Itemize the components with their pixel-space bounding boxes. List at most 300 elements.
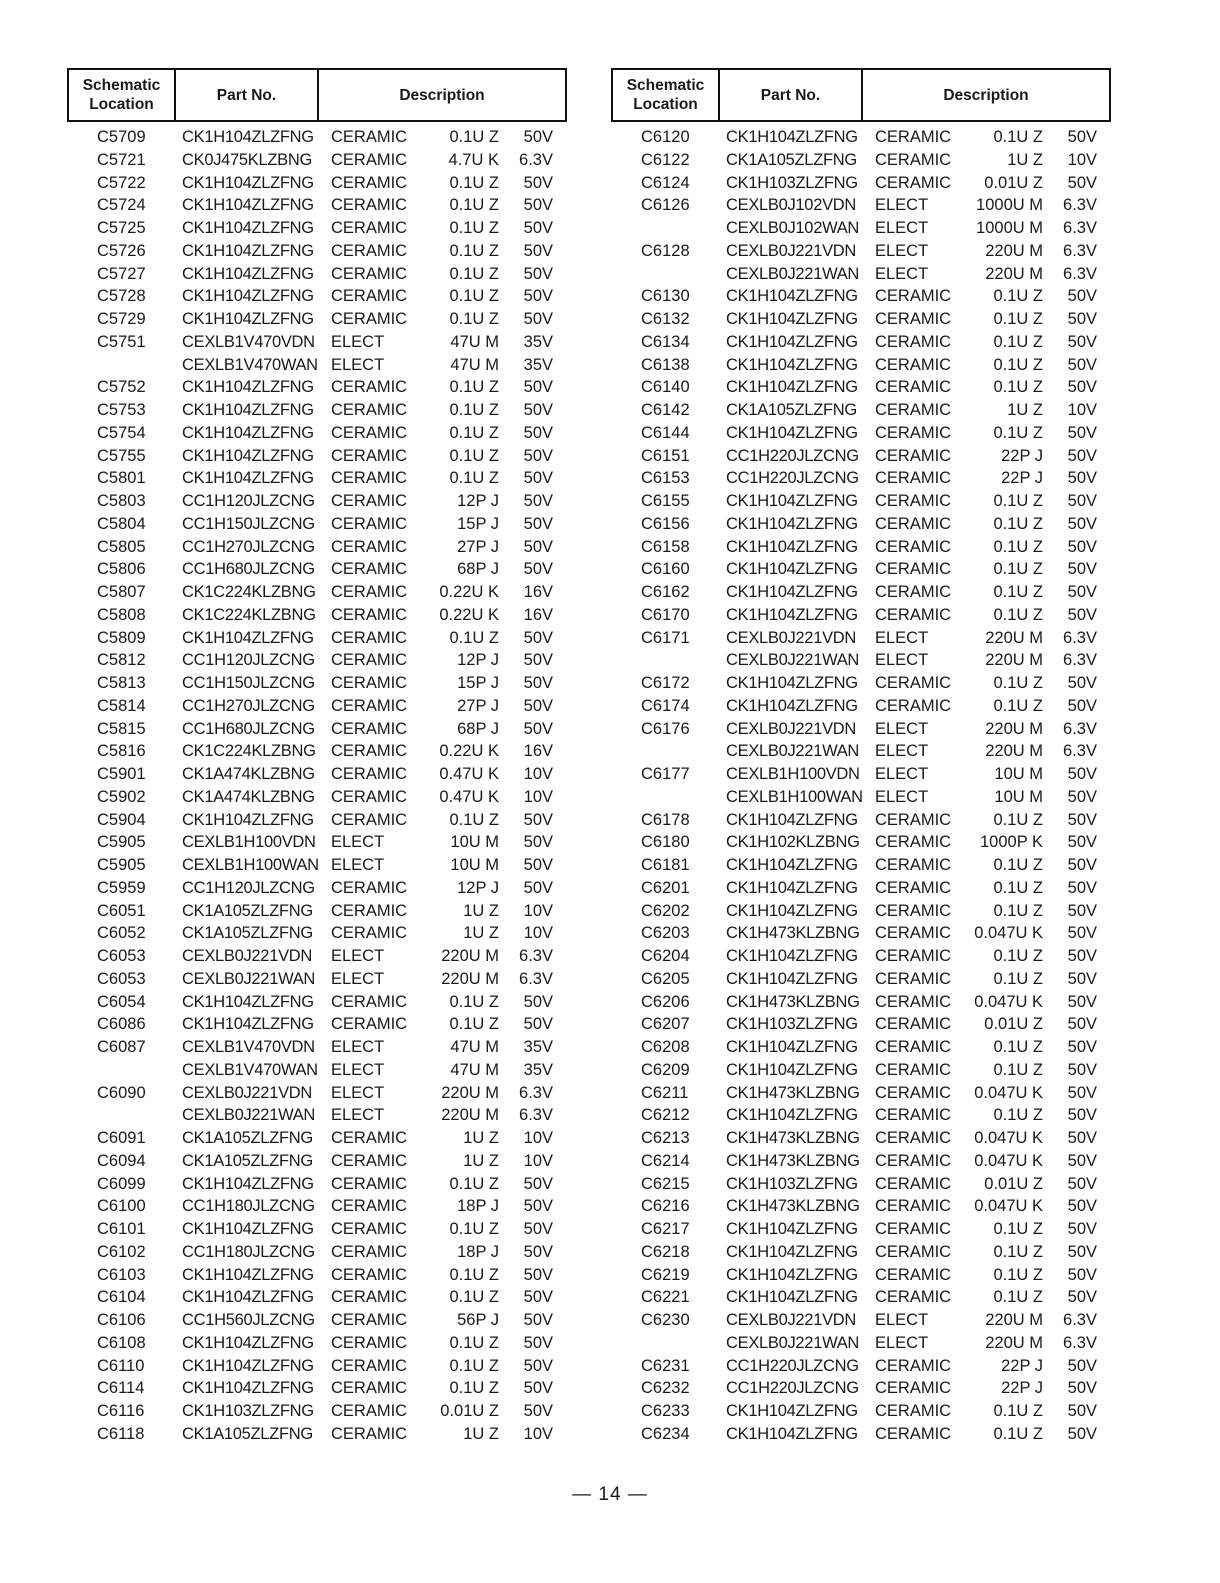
part-number: CEXLB1V470VDN (182, 1038, 315, 1056)
table-row (67, 672, 567, 695)
voltage: 50V (523, 719, 553, 738)
value: 0.1U Z (993, 1242, 1043, 1261)
schematic-location: C5803 (97, 492, 146, 510)
schematic-location: C5816 (97, 742, 146, 761)
table-row (611, 831, 1111, 854)
type: CERAMIC (331, 742, 408, 761)
schematic-location: C6215 (641, 1174, 690, 1193)
type: CERAMIC (875, 469, 952, 488)
part-number: CC1H180JLZCNG (182, 1242, 315, 1261)
schematic-location: C6103 (97, 1265, 146, 1284)
voltage: 50V (1067, 469, 1097, 488)
type: CERAMIC (875, 1151, 952, 1170)
type: CERAMIC (875, 605, 952, 624)
schematic-location: C5902 (97, 787, 146, 806)
part-number: CK1H104ZLZFNG (182, 264, 314, 283)
table-row (67, 467, 567, 490)
table-row (67, 558, 567, 581)
table-row (67, 854, 567, 877)
voltage: 50V (523, 401, 553, 419)
part-number: CK1H104ZLZFNG (182, 401, 314, 419)
value: 47U M (450, 1060, 499, 1079)
voltage: 6.3V (519, 1083, 553, 1102)
value: 0.1U Z (449, 128, 499, 146)
voltage: 10V (1067, 401, 1097, 419)
header-schematic-location (613, 70, 720, 120)
value: 0.1U Z (993, 537, 1043, 556)
part-number: CK1H104ZLZFNG (726, 537, 858, 556)
schematic-location: C5807 (97, 583, 146, 601)
type: CERAMIC (331, 150, 408, 169)
schematic-location: C5729 (97, 310, 146, 328)
schematic-location: C6205 (641, 969, 690, 988)
table-row (67, 1195, 567, 1218)
schematic-location: C5725 (97, 219, 146, 237)
part-number: CK1H104ZLZFNG (726, 901, 858, 920)
value: 220U M (985, 651, 1043, 670)
part-number: CEXLB0J102VDN (726, 196, 857, 215)
type: CERAMIC (331, 219, 408, 237)
table-row (611, 786, 1111, 809)
voltage: 50V (1067, 423, 1097, 442)
value: 0.1U Z (993, 332, 1043, 351)
part-number: CK1H102KLZBNG (726, 833, 860, 852)
table-row (611, 240, 1111, 263)
table-row (67, 263, 567, 286)
voltage: 35V (523, 332, 553, 351)
type: CERAMIC (331, 1379, 408, 1398)
table-row (611, 513, 1111, 536)
part-number: CK1H104ZLZFNG (726, 947, 858, 965)
type: CERAMIC (875, 810, 952, 829)
value: 0.1U Z (449, 1015, 499, 1034)
voltage: 50V (523, 878, 553, 897)
schematic-location: C6233 (641, 1402, 690, 1420)
header-location-line2: Location (89, 96, 154, 113)
page-number: — 14 — (572, 1484, 648, 1505)
voltage: 50V (1067, 969, 1097, 988)
voltage: 6.3V (519, 969, 553, 988)
schematic-location: C5753 (97, 401, 146, 419)
table-row (67, 126, 567, 149)
table-row (611, 1355, 1111, 1378)
value: 0.1U Z (449, 810, 499, 829)
part-number: CEXLB0J221WAN (726, 742, 860, 761)
table-header (611, 68, 1111, 122)
value: 0.1U Z (993, 128, 1043, 146)
voltage: 35V (523, 355, 553, 374)
table-row (611, 1173, 1111, 1196)
value: 0.1U Z (449, 310, 499, 328)
schematic-location: C6124 (641, 173, 690, 192)
part-number: CK1A105ZLZFNG (726, 150, 857, 169)
value: 47U M (450, 1038, 499, 1056)
type: CERAMIC (331, 992, 408, 1011)
part-number: CC1H560JLZCNG (182, 1311, 315, 1329)
schematic-location: C6110 (97, 1356, 145, 1375)
schematic-location: C6162 (641, 583, 690, 601)
type: CERAMIC (331, 628, 408, 647)
value: 0.1U Z (449, 1220, 499, 1238)
voltage: 50V (1067, 901, 1097, 920)
voltage: 10V (523, 787, 553, 806)
part-number: CC1H120JLZCNG (182, 492, 315, 510)
value: 1U Z (1007, 401, 1043, 419)
voltage: 50V (1067, 1288, 1097, 1307)
schematic-location: C5751 (97, 332, 146, 351)
table-row (611, 740, 1111, 763)
part-number: CC1H120JLZCNG (182, 878, 315, 897)
type: CERAMIC (875, 901, 952, 920)
schematic-location: C6100 (97, 1197, 146, 1216)
type: CERAMIC (875, 537, 952, 556)
schematic-location: C5812 (97, 651, 146, 670)
value: 0.1U Z (993, 378, 1043, 397)
value: 0.1U Z (993, 355, 1043, 374)
table-row (67, 376, 567, 399)
type: CERAMIC (331, 924, 408, 943)
table-row (611, 627, 1111, 650)
table-row (611, 126, 1111, 149)
voltage: 50V (1067, 992, 1097, 1011)
table-row (67, 240, 567, 263)
part-number: CK1H104ZLZFNG (182, 446, 314, 465)
voltage: 50V (1067, 787, 1097, 806)
type: CERAMIC (875, 1356, 952, 1375)
type: ELECT (875, 196, 929, 215)
part-number: CK1H104ZLZFNG (726, 560, 858, 579)
value: 0.1U Z (993, 560, 1043, 579)
part-number: CK1H104ZLZFNG (182, 1356, 314, 1375)
type: CERAMIC (875, 492, 952, 510)
part-number: CEXLB1V470VDN (182, 332, 315, 351)
type: CERAMIC (331, 1174, 408, 1193)
part-number: CK1H104ZLZFNG (182, 378, 314, 397)
schematic-location: C5722 (97, 173, 146, 192)
voltage: 50V (1067, 378, 1097, 397)
value: 0.01U Z (984, 173, 1043, 192)
part-number: CEXLB0J221VDN (182, 947, 313, 965)
voltage: 50V (523, 1356, 553, 1375)
voltage: 50V (1067, 537, 1097, 556)
table-row (611, 968, 1111, 991)
table-row (67, 422, 567, 445)
voltage: 6.3V (1063, 1311, 1097, 1329)
part-number: CK1H104ZLZFNG (726, 1402, 858, 1420)
part-number: CK0J475KLZBNG (182, 150, 312, 169)
part-number: CK1H104ZLZFNG (182, 1015, 314, 1034)
part-number: CK1H104ZLZFNG (726, 287, 858, 306)
schematic-location: C6091 (97, 1129, 146, 1147)
part-number: CK1H104ZLZFNG (182, 310, 314, 328)
part-number: CK1C224KLZBNG (182, 583, 316, 601)
voltage: 50V (1067, 492, 1097, 510)
table-row (611, 1150, 1111, 1173)
type: CERAMIC (875, 1288, 952, 1307)
table-row (611, 672, 1111, 695)
table-row (611, 263, 1111, 286)
value: 0.1U Z (449, 401, 499, 419)
type: ELECT (331, 856, 385, 874)
value: 10U M (994, 787, 1043, 806)
voltage: 50V (1067, 1220, 1097, 1238)
part-number: CK1H104ZLZFNG (726, 969, 858, 988)
part-number: CK1H104ZLZFNG (182, 196, 314, 215)
part-number: CK1H104ZLZFNG (726, 696, 858, 715)
schematic-location: C6230 (641, 1311, 690, 1329)
table-row (67, 809, 567, 832)
value: 0.1U Z (449, 628, 499, 647)
schematic-location: C6217 (641, 1220, 690, 1238)
schematic-location: C6151 (641, 446, 690, 465)
value: 0.1U Z (449, 1333, 499, 1352)
voltage: 35V (523, 1060, 553, 1079)
schematic-location: C6231 (641, 1356, 690, 1375)
table-row (67, 1059, 567, 1082)
schematic-location: C6208 (641, 1038, 690, 1056)
voltage: 10V (523, 765, 553, 783)
type: CERAMIC (331, 1151, 408, 1170)
voltage: 6.3V (1063, 1333, 1097, 1352)
schematic-location: C6203 (641, 924, 690, 943)
type: CERAMIC (331, 1129, 408, 1147)
value: 1U Z (463, 901, 499, 920)
voltage: 50V (1067, 765, 1097, 783)
type: CERAMIC (331, 1402, 408, 1420)
voltage: 6.3V (1063, 241, 1097, 260)
table-row (611, 649, 1111, 672)
schematic-location: C6054 (97, 992, 146, 1011)
value: 0.1U Z (449, 1174, 499, 1193)
voltage: 50V (1067, 287, 1097, 306)
voltage: 50V (523, 1015, 553, 1034)
type: CERAMIC (875, 128, 952, 146)
table-row (67, 922, 567, 945)
type: CERAMIC (331, 1242, 408, 1261)
voltage: 35V (523, 1038, 553, 1056)
type: CERAMIC (331, 1356, 408, 1375)
voltage: 50V (523, 196, 553, 215)
voltage: 50V (1067, 514, 1097, 533)
part-number: CEXLB1H100VDN (182, 833, 316, 852)
part-number: CC1H680JLZCNG (182, 719, 315, 738)
type: CERAMIC (875, 310, 952, 328)
voltage: 50V (523, 628, 553, 647)
value: 220U M (441, 1106, 499, 1125)
part-number: CEXLB1H100WAN (726, 787, 863, 806)
table-row (611, 1036, 1111, 1059)
schematic-location: C6051 (97, 901, 146, 920)
type: CERAMIC (331, 241, 408, 260)
part-number: CK1H104ZLZFNG (182, 628, 314, 647)
table-body (611, 126, 1111, 1446)
schematic-location: C6212 (641, 1106, 690, 1125)
voltage: 50V (523, 264, 553, 283)
voltage: 6.3V (1063, 196, 1097, 215)
table-row (611, 445, 1111, 468)
type: CERAMIC (331, 401, 408, 419)
value: 47U M (450, 355, 499, 374)
part-number: CEXLB1V470WAN (182, 355, 318, 374)
voltage: 50V (1067, 674, 1097, 692)
value: 0.1U Z (993, 1060, 1043, 1079)
table-row (67, 1082, 567, 1105)
part-number: CEXLB0J221VDN (182, 1083, 313, 1102)
table-row (611, 1218, 1111, 1241)
value: 22P J (1001, 1356, 1043, 1375)
part-number: CK1A105ZLZFNG (182, 924, 313, 943)
value: 4.7U K (448, 150, 499, 169)
type: CERAMIC (331, 560, 408, 579)
parts-table-left (67, 68, 567, 1446)
voltage: 50V (523, 1311, 553, 1329)
schematic-location: C6120 (641, 128, 690, 146)
part-number: CK1H104ZLZFNG (182, 1379, 314, 1398)
schematic-location: C6118 (97, 1424, 145, 1443)
table-row (67, 1241, 567, 1264)
value: 0.1U Z (993, 947, 1043, 965)
table-row (611, 1013, 1111, 1036)
table-row (611, 217, 1111, 240)
schematic-location: C5904 (97, 810, 146, 829)
schematic-location: C6181 (641, 856, 690, 874)
type: CERAMIC (331, 378, 408, 397)
type: CERAMIC (331, 1333, 408, 1352)
voltage: 10V (523, 1151, 553, 1170)
voltage: 16V (523, 742, 553, 761)
voltage: 50V (523, 492, 553, 510)
part-number: CK1H104ZLZFNG (182, 423, 314, 442)
schematic-location: C5815 (97, 719, 146, 738)
voltage: 50V (1067, 1129, 1097, 1147)
table-body (67, 126, 567, 1446)
table-row (611, 490, 1111, 513)
part-number: CK1H104ZLZFNG (182, 287, 314, 306)
value: 0.1U Z (993, 969, 1043, 988)
value: 22P J (1001, 1379, 1043, 1398)
schematic-location: C6202 (641, 901, 690, 920)
value: 0.1U Z (993, 856, 1043, 874)
schematic-location: C5754 (97, 423, 146, 442)
schematic-location: C6134 (641, 332, 690, 351)
part-number: CK1H104ZLZFNG (726, 423, 858, 442)
value: 0.1U Z (993, 1220, 1043, 1238)
schematic-location: C5806 (97, 560, 146, 579)
value: 1000U M (976, 196, 1043, 215)
table-row (67, 991, 567, 1014)
value: 1U Z (1007, 150, 1043, 169)
part-number: CK1H104ZLZFNG (726, 332, 858, 351)
value: 1U Z (463, 1151, 499, 1170)
voltage: 50V (1067, 947, 1097, 965)
schematic-location: C5901 (97, 765, 146, 783)
schematic-location: C6209 (641, 1060, 690, 1079)
type: ELECT (331, 355, 385, 374)
value: 0.1U Z (993, 696, 1043, 715)
part-number: CC1H270JLZCNG (182, 537, 315, 556)
part-number: CK1H104ZLZFNG (726, 583, 858, 601)
value: 27P J (457, 537, 499, 556)
voltage: 50V (1067, 1242, 1097, 1261)
part-number: CK1H104ZLZFNG (726, 878, 858, 897)
type: CERAMIC (875, 332, 952, 351)
part-number: CK1A105ZLZFNG (182, 1424, 313, 1443)
schematic-location: C6087 (97, 1038, 146, 1056)
part-number: CEXLB0J221WAN (182, 1106, 316, 1125)
table-row (67, 331, 567, 354)
schematic-location: C5813 (97, 674, 146, 692)
schematic-location: C6128 (641, 241, 690, 260)
table-row (67, 1423, 567, 1446)
voltage: 50V (523, 1265, 553, 1284)
part-number: CK1A105ZLZFNG (726, 401, 857, 419)
type: CERAMIC (875, 1038, 952, 1056)
parts-table-right (611, 68, 1111, 1446)
schematic-location: C6201 (641, 878, 690, 897)
voltage: 50V (523, 1379, 553, 1398)
table-row (611, 1423, 1111, 1446)
type: CERAMIC (875, 833, 952, 852)
schematic-location: C6102 (97, 1242, 146, 1261)
part-number: CC1H220JLZCNG (726, 1379, 859, 1398)
value: 0.1U Z (993, 492, 1043, 510)
type: CERAMIC (875, 924, 952, 943)
value: 0.1U Z (449, 196, 499, 215)
schematic-location: C6114 (97, 1379, 145, 1398)
table-row (67, 627, 567, 650)
voltage: 50V (523, 1288, 553, 1307)
voltage: 6.3V (1063, 628, 1097, 647)
voltage: 50V (523, 173, 553, 192)
table-row (67, 194, 567, 217)
type: CERAMIC (331, 696, 408, 715)
value: 0.1U Z (993, 583, 1043, 601)
table-row (611, 718, 1111, 741)
table-row (67, 1286, 567, 1309)
voltage: 50V (1067, 1424, 1097, 1443)
voltage: 50V (1067, 924, 1097, 943)
type: ELECT (875, 765, 929, 783)
part-number: CK1H103ZLZFNG (726, 1015, 858, 1034)
value: 1000P K (979, 833, 1043, 852)
voltage: 16V (523, 583, 553, 601)
value: 220U M (441, 1083, 499, 1102)
table-row (67, 1173, 567, 1196)
value: 220U M (985, 742, 1043, 761)
schematic-location: C6214 (641, 1151, 690, 1170)
value: 0.01U Z (440, 1402, 499, 1420)
part-number: CK1C224KLZBNG (182, 742, 316, 761)
type: CERAMIC (331, 1311, 408, 1329)
table-row (611, 1286, 1111, 1309)
table-row (611, 308, 1111, 331)
voltage: 50V (523, 810, 553, 829)
schematic-location: C6218 (641, 1242, 690, 1261)
value: 27P J (457, 696, 499, 715)
schematic-location: C6104 (97, 1288, 146, 1307)
voltage: 50V (1067, 1356, 1097, 1375)
voltage: 50V (1067, 1015, 1097, 1034)
voltage: 50V (1067, 856, 1097, 874)
value: 0.1U Z (993, 605, 1043, 624)
value: 220U M (985, 628, 1043, 647)
voltage: 50V (1067, 1174, 1097, 1193)
voltage: 50V (1067, 1402, 1097, 1420)
type: CERAMIC (331, 1288, 408, 1307)
schematic-location: C6106 (97, 1311, 146, 1329)
voltage: 50V (523, 1197, 553, 1216)
type: CERAMIC (875, 514, 952, 533)
